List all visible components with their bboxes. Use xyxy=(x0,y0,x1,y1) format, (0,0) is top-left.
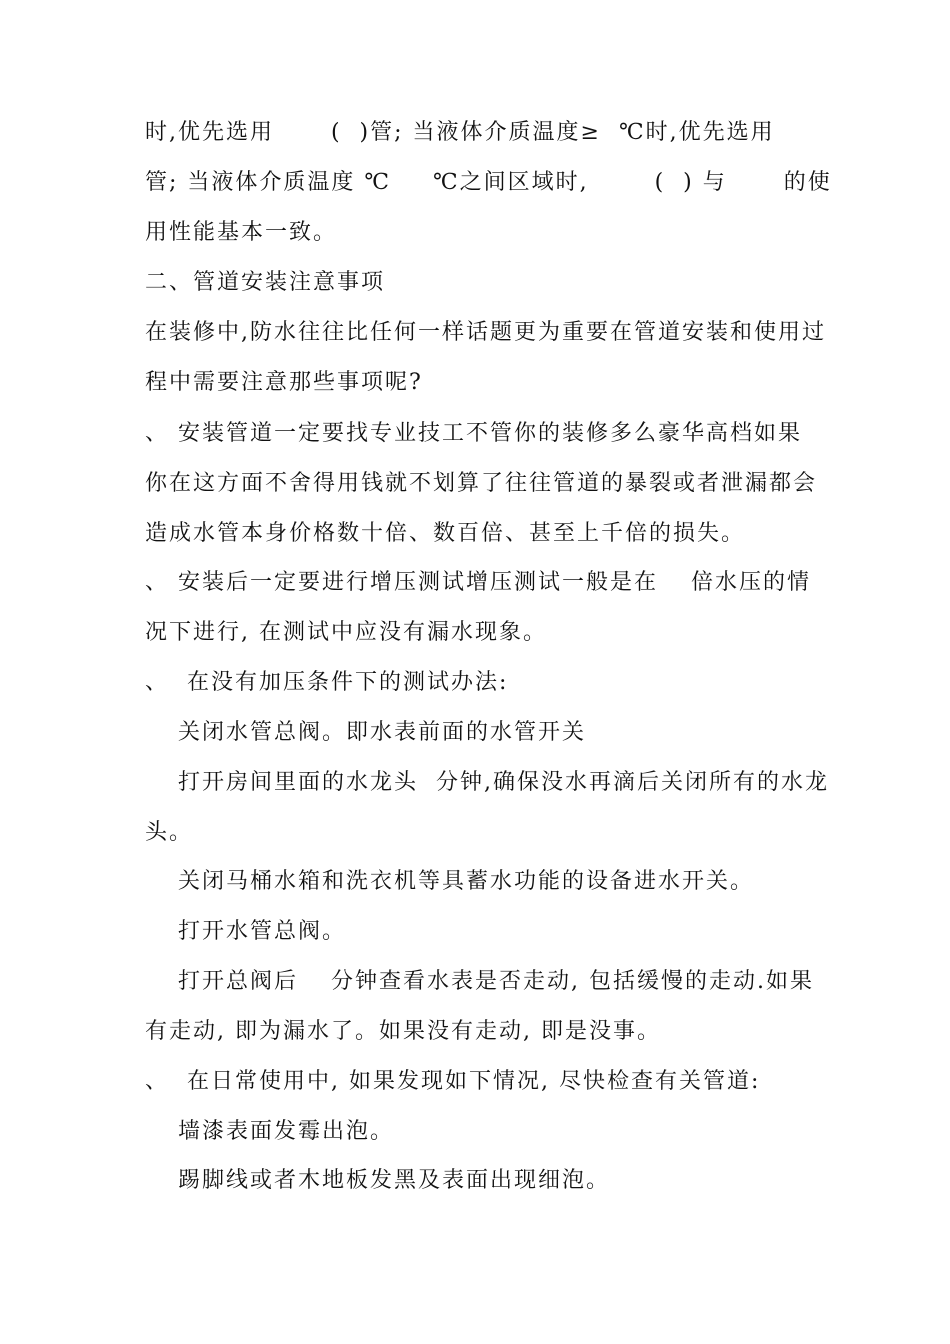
text-line: 用性能基本一致。 xyxy=(145,220,338,245)
text-line: 时,优先选用 ( )管; 当液体介质温度≥ ℃时,优先选用 xyxy=(145,120,775,145)
section-heading: 二、管道安装注意事项 xyxy=(145,270,386,295)
list-item: 、 安装后一定要进行增压测试增压测试一般是在 倍水压的情 xyxy=(145,570,811,595)
step-line: 打开水管总阀。 xyxy=(178,919,347,944)
step-line: 打开房间里面的水龙头 分钟,确保没水再滴后关闭所有的水龙 xyxy=(178,770,829,795)
text-line: 造成水管本身价格数十倍、数百倍、甚至上千倍的损失。 xyxy=(145,521,746,546)
text-line: 况下进行, 在测试中应没有漏水现象。 xyxy=(145,620,547,645)
step-line: 关闭马桶水箱和洗衣机等具蓄水功能的设备进水开关。 xyxy=(178,869,755,894)
text-line: 头。 xyxy=(145,820,194,845)
text-line: 有走动, 即为漏水了。如果没有走动, 即是没事。 xyxy=(145,1019,661,1044)
list-item: 、 安装管道一定要找专业技工不管你的装修多么豪华高档如果 xyxy=(145,421,802,446)
text-line: 管; 当液体介质温度 ℃ ℃之间区域时, ( ) 与 的使 xyxy=(145,170,832,195)
step-line: 打开总阀后 分钟查看水表是否走动, 包括缓慢的走动.如果 xyxy=(178,969,814,994)
step-line: 墙漆表面发霉出泡。 xyxy=(178,1119,395,1144)
step-line: 踢脚线或者木地板发黑及表面出现细泡。 xyxy=(178,1168,611,1193)
step-line: 关闭水管总阀。即水表前面的水管开关 xyxy=(178,720,587,745)
text-line: 在装修中,防水往往比任何一样话题更为重要在管道安装和使用过 xyxy=(145,320,826,345)
list-item: 、 在日常使用中, 如果发现如下情况, 尽快检查有关管道: xyxy=(145,1069,761,1094)
text-line: 程中需要注意那些事项呢? xyxy=(145,370,423,395)
text-line: 你在这方面不舍得用钱就不划算了往往管道的暴裂或者泄漏都会 xyxy=(145,471,818,496)
list-item: 、 在没有加压条件下的测试办法: xyxy=(145,670,509,695)
